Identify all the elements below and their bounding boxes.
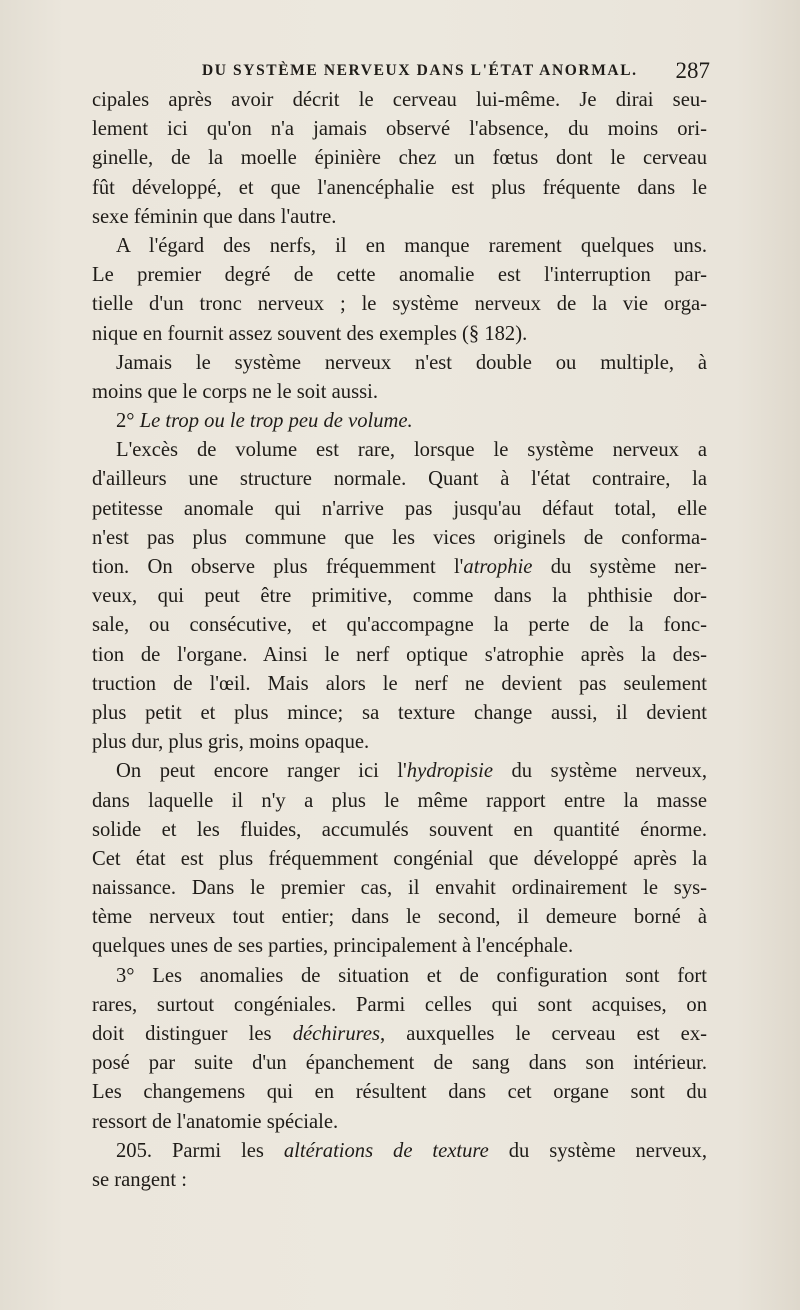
text-line: plus petit et plus mince; sa texture change aussi, il devient: [92, 701, 707, 724]
text-line: sexe féminin que dans l'autre.: [92, 205, 337, 228]
text-line: rares, surtout congéniales. Parmi celles qui sont acquises, on: [92, 993, 707, 1016]
page-number: 287: [675, 58, 710, 83]
text-line: 205. Parmi les altérations de texture du système nerveux,: [116, 1139, 707, 1162]
text-line: tion de l'organe. Ainsi le nerf optique s'atrophie après la des-: [92, 643, 707, 666]
text-line: tion. On observe plus fréquemment l'atrophie du système ner-: [92, 556, 707, 578]
text-line: quelques unes de ses parties, principalement à l'encéphale.: [92, 935, 574, 958]
text-line: A l'égard des nerfs, il en manque rarement quelques uns.: [116, 234, 707, 257]
text-line: Les changemens qui en résultent dans cet organe sont du: [92, 1081, 707, 1104]
text-line: nique en fournit assez souvent des exemples (§ 182).: [92, 322, 528, 345]
text-line: solide et les fluides, accumulés souvent en quantité énorme.: [92, 818, 707, 841]
text-line: veux, qui peut être primitive, comme dans la phthisie dor-: [92, 585, 707, 608]
text-line: ressort de l'anatomie spéciale.: [92, 1110, 339, 1133]
text-line: se rangent :: [92, 1168, 187, 1191]
running-title: DU SYSTÈME NERVEUX DANS L'ÉTAT ANORMAL.: [202, 62, 638, 79]
text-line: Le premier degré de cette anomalie est l'interruption par-: [92, 264, 707, 287]
text-line: petitesse anomale qui n'arrive pas jusqu'au défaut total, elle: [92, 497, 707, 520]
text-line: moins que le corps ne le soit aussi.: [92, 380, 378, 403]
text-line: cipales après avoir décrit le cerveau lui-même. Je dirai seu-: [92, 89, 707, 111]
text-line: plus dur, plus gris, moins opaque.: [92, 731, 370, 754]
text-line: truction de l'œil. Mais alors le nerf ne devient pas seulement: [92, 672, 707, 695]
text-line: d'ailleurs une structure normale. Quant à l'état contraire, la: [92, 468, 707, 491]
section-heading: [92, 407, 707, 436]
text-line: Cet état est plus fréquemment congénial que développé après la: [92, 847, 707, 870]
body-text: [92, 86, 707, 1195]
text-line: On peut encore ranger ici l'hydropisie du système nerveux,: [116, 760, 707, 783]
section-number: 2°: [116, 410, 140, 433]
text-line: n'est pas plus commune que les vices originels de conforma-: [92, 526, 707, 549]
text-line: tème nerveux tout entier; dans le second, il demeure borné à: [92, 906, 707, 929]
text-line: dans laquelle il n'y a plus le même rapport entre la masse: [92, 789, 707, 812]
text-line: posé par suite d'un épanchement de sang dans son intérieur.: [92, 1052, 707, 1075]
text-line: ginelle, de la moelle épinière chez un fœtus dont le cerveau: [92, 147, 707, 170]
text-line: lement ici qu'on n'a jamais observé l'absence, du moins ori-: [92, 118, 707, 141]
text-line: naissance. Dans le premier cas, il envahit ordinairement le sys-: [92, 877, 707, 900]
text-line: fût développé, et que l'anencéphalie est plus fréquente dans le: [92, 176, 707, 199]
text-line: doit distinguer les déchirures, auxquelles le cerveau est ex-: [92, 1023, 707, 1045]
text-line: tielle d'un tronc nerveux ; le système nerveux de la vie orga-: [92, 293, 707, 316]
text-line: 3° Les anomalies de situation et de configuration sont fort: [116, 964, 707, 987]
text-line: L'excès de volume est rare, lorsque le système nerveux a: [116, 439, 707, 462]
text-line: sale, ou consécutive, et qu'accompagne la perte de la fonc-: [92, 614, 707, 637]
page-header: [92, 58, 712, 86]
text-line: Jamais le système nerveux n'est double ou multiple, à: [116, 351, 707, 374]
section-title: Le trop ou le trop peu de volume.: [139, 410, 413, 433]
